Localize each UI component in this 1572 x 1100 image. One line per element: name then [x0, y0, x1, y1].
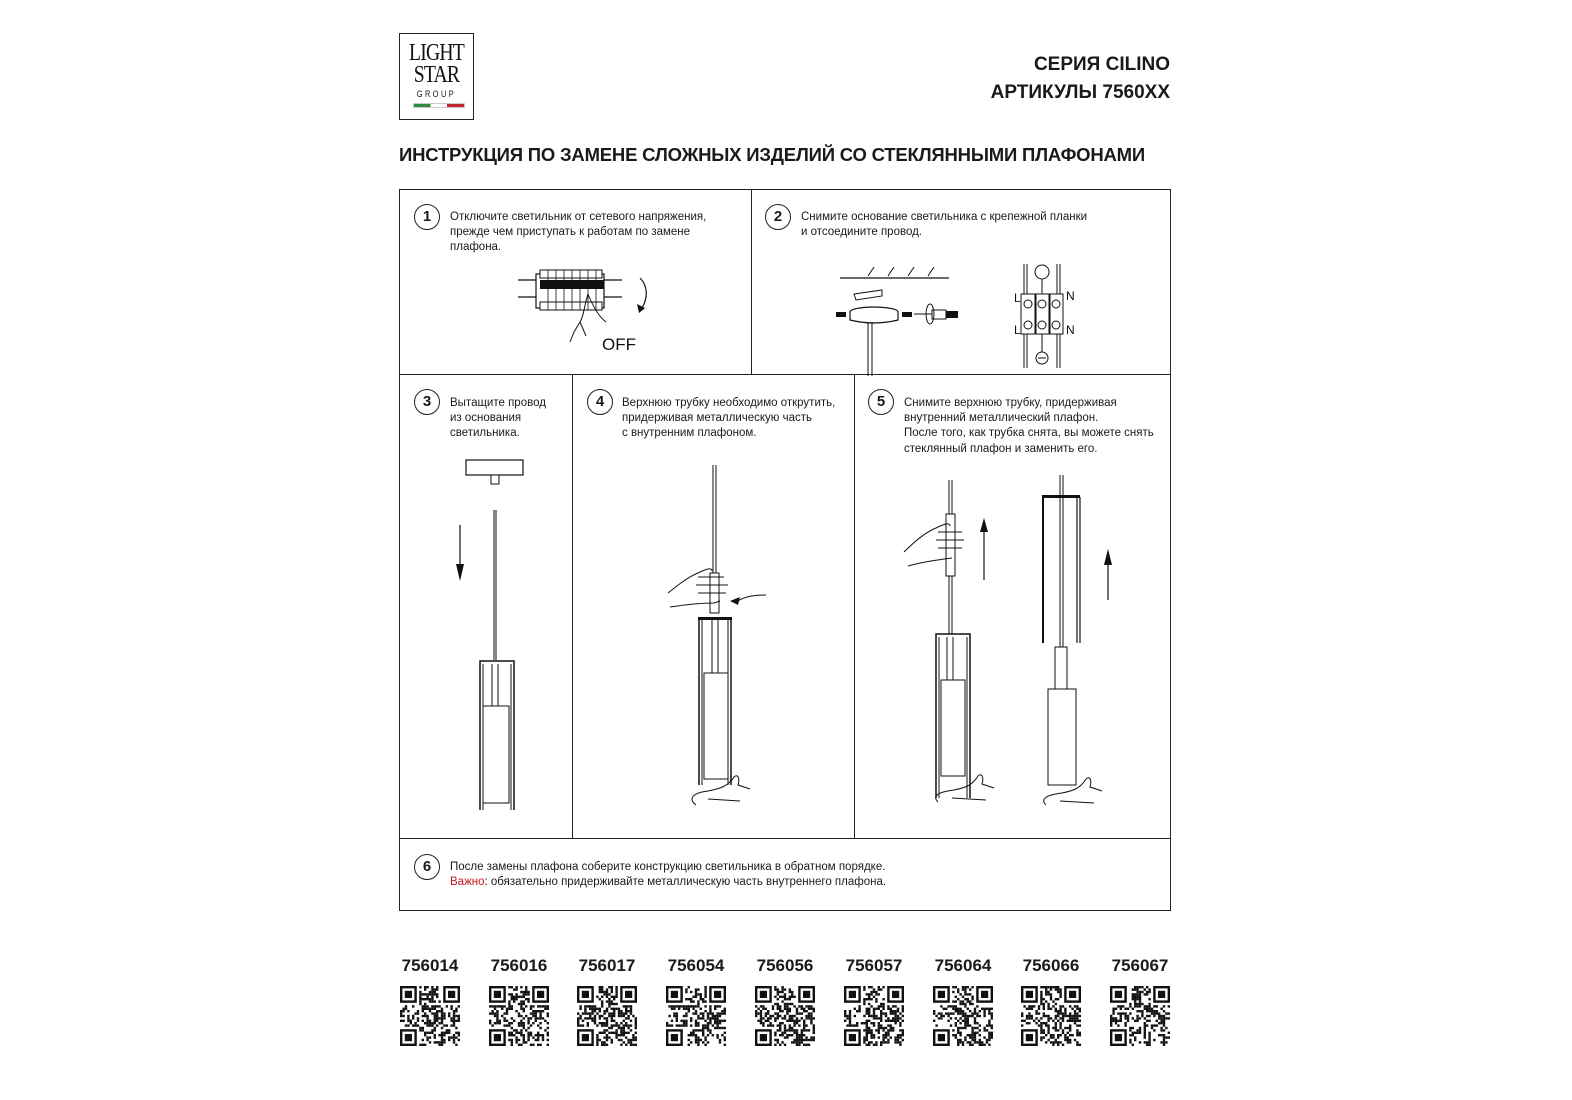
- text-line: с внутренним плафоном.: [622, 427, 757, 440]
- text-line: стеклянный плафон и заменить его.: [904, 442, 1098, 455]
- important-note: [450, 875, 886, 890]
- sku-label: 756017: [578, 956, 636, 975]
- qr-code[interactable]: [400, 986, 460, 1046]
- ceiling-mount-illustration: [832, 264, 972, 376]
- remove-tube-illustration: [902, 480, 1002, 810]
- terminal-label-l: L: [1014, 291, 1021, 305]
- terminal-label-l: L: [1014, 323, 1021, 337]
- qr-code[interactable]: [933, 986, 993, 1046]
- step-2-text: [801, 210, 1087, 240]
- step-number-badge: 5: [868, 389, 894, 415]
- text-line: Снимите верхнюю трубку, придерживая: [904, 397, 1117, 409]
- circuit-breaker-illustration: [518, 264, 658, 354]
- instruction-grid: [399, 189, 1171, 911]
- qr-code[interactable]: [577, 986, 637, 1046]
- text-line: Снимите основание светильника с крепежной планки: [801, 211, 1088, 223]
- text-line: плафона.: [450, 241, 502, 254]
- qr-code[interactable]: [844, 986, 904, 1046]
- sku-label: 756064: [934, 956, 992, 975]
- column-divider: [854, 374, 855, 838]
- step-number-badge: 6: [414, 854, 440, 880]
- logo-word-group: GROUP: [416, 89, 457, 99]
- pendant-lamp-illustration: [450, 460, 540, 830]
- text-line: придерживая металлическую часть: [622, 412, 813, 425]
- unscrew-tube-illustration: [658, 465, 778, 805]
- sku-label: 756067: [1111, 956, 1169, 975]
- qr-code[interactable]: [1021, 986, 1081, 1046]
- qr-code[interactable]: [755, 986, 815, 1046]
- terminal-block-illustration: [1014, 264, 1084, 376]
- column-divider: [572, 374, 573, 838]
- qr-code[interactable]: [489, 986, 549, 1046]
- sku-label: 756014: [401, 956, 459, 975]
- qr-code[interactable]: [666, 986, 726, 1046]
- sku-label: 756057: [845, 956, 903, 975]
- important-label: Важно: [450, 876, 485, 889]
- sku-label: 756066: [1022, 956, 1080, 975]
- terminal-label-n: N: [1066, 323, 1075, 337]
- row-divider: [400, 838, 1170, 839]
- italian-flag-stripe: [413, 103, 465, 108]
- step-4-text: [622, 396, 835, 442]
- step-1-text: [450, 210, 706, 256]
- step-number-badge: 4: [587, 389, 613, 415]
- text-line: и отсоедините провод.: [801, 226, 923, 239]
- text-line: прежде чем приступать к работам по замене: [450, 226, 691, 239]
- text-line: Верхнюю трубку необходимо открутить,: [622, 397, 836, 409]
- important-text: : обязательно придерживайте металлическую часть внутреннего плафона.: [484, 876, 887, 889]
- column-divider: [751, 190, 752, 374]
- step-6-text: [450, 860, 886, 890]
- step-number-badge: 1: [414, 204, 440, 230]
- text-line: После замены плафона соберите конструкцию светильника в обратном порядке.: [450, 861, 886, 873]
- step-number-badge: 3: [414, 389, 440, 415]
- series-heading: СЕРИЯ CILINO: [1033, 54, 1170, 75]
- text-line: светильника.: [450, 427, 520, 440]
- text-line: Вытащите провод: [450, 397, 546, 409]
- text-line: Отключите светильник от сетевого напряжения,: [450, 211, 707, 223]
- sku-label: 756054: [667, 956, 725, 975]
- step-3-text: [450, 396, 546, 442]
- logo-word-light: LIGHT: [409, 40, 464, 66]
- articles-heading: АРТИКУЛЫ 7560XX: [990, 82, 1170, 103]
- page-title: ИНСТРУКЦИЯ ПО ЗАМЕНЕ СЛОЖНЫХ ИЗДЕЛИЙ СО СТЕКЛЯННЫМИ ПЛАФОНАМИ: [399, 144, 1145, 165]
- step-5-text: [904, 396, 1154, 457]
- text-line: внутренний металлический плафон.: [904, 412, 1099, 425]
- sku-label: 756056: [756, 956, 814, 975]
- sku-label: 756016: [490, 956, 548, 975]
- logo-word-star: STAR: [413, 62, 460, 88]
- brand-logo: [399, 33, 474, 120]
- qr-code[interactable]: [1110, 986, 1170, 1046]
- text-line: После того, как трубка снята, вы можете снять: [904, 427, 1154, 440]
- step-number-badge: 2: [765, 204, 791, 230]
- off-label: OFF: [602, 335, 636, 354]
- text-line: из основания: [450, 412, 522, 425]
- glass-shade-removed-illustration: [1040, 475, 1140, 815]
- terminal-label-n: N: [1066, 289, 1075, 303]
